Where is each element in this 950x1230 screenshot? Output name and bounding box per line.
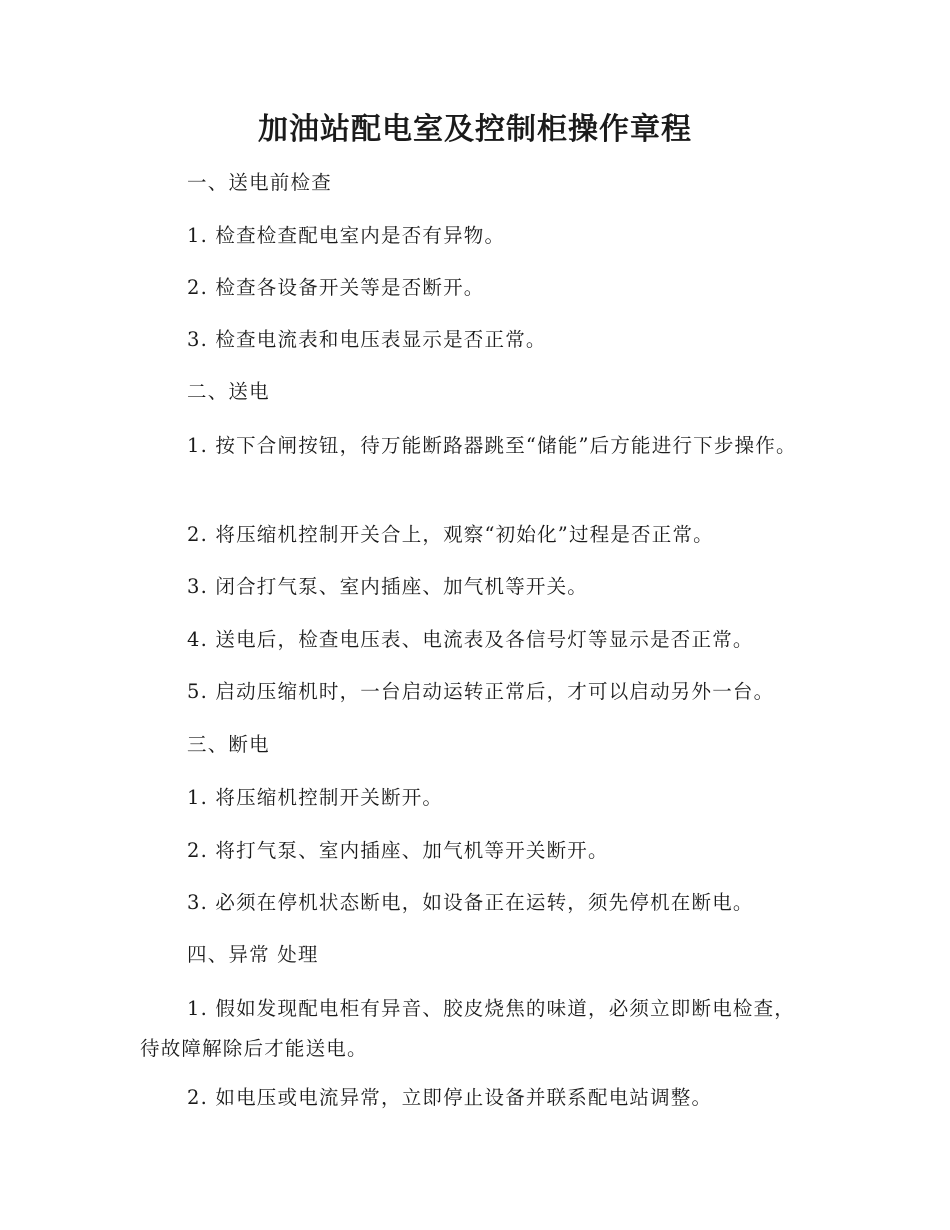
list-item: 4. 送电后，检查电压表、电流表及各信号灯等显示是否正常。 — [187, 628, 754, 651]
list-item: 2. 检查各设备开关等是否断开。 — [187, 276, 485, 299]
list-item: 2. 将压缩机控制开关合上，观察“初始化”过程是否正常。 — [187, 523, 714, 546]
list-item: 2. 如电压或电流异常，立即停止设备并联系配电站调整。 — [187, 1086, 713, 1109]
section-heading: 二、送电 — [187, 380, 270, 403]
section-heading: 一、送电前检查 — [187, 171, 332, 194]
list-item: 2. 将打气泵、室内插座、加气机等开关断开。 — [187, 839, 609, 862]
section-heading: 三、断电 — [187, 733, 270, 756]
list-item: 1. 假如发现配电柜有异音、胶皮烧焦的味道，必须立即断电检查，待故障解除后才能送电。 — [140, 997, 796, 1060]
list-item: 3. 闭合打气泵、室内插座、加气机等开关。 — [187, 575, 589, 598]
list-item: 3. 检查电流表和电压表显示是否正常。 — [187, 328, 547, 351]
section-heading: 四、异常 处理 — [187, 943, 319, 966]
list-item: 1. 将压缩机控制开关断开。 — [187, 786, 444, 809]
document-title: 加油站配电室及控制柜操作章程 — [258, 112, 692, 147]
list-item: 3. 必须在停机状态断电，如设备正在运转，须先停机在断电。 — [187, 891, 754, 914]
list-item: 5. 启动压缩机时，一台启动运转正常后，才可以启动另外一台。 — [187, 680, 775, 703]
list-item: 1. 检查检查配电室内是否有异物。 — [187, 224, 506, 247]
list-item: 1. 按下合闸按钮，待万能断路器跳至“储能”后方能进行下步操作。 — [187, 434, 797, 457]
